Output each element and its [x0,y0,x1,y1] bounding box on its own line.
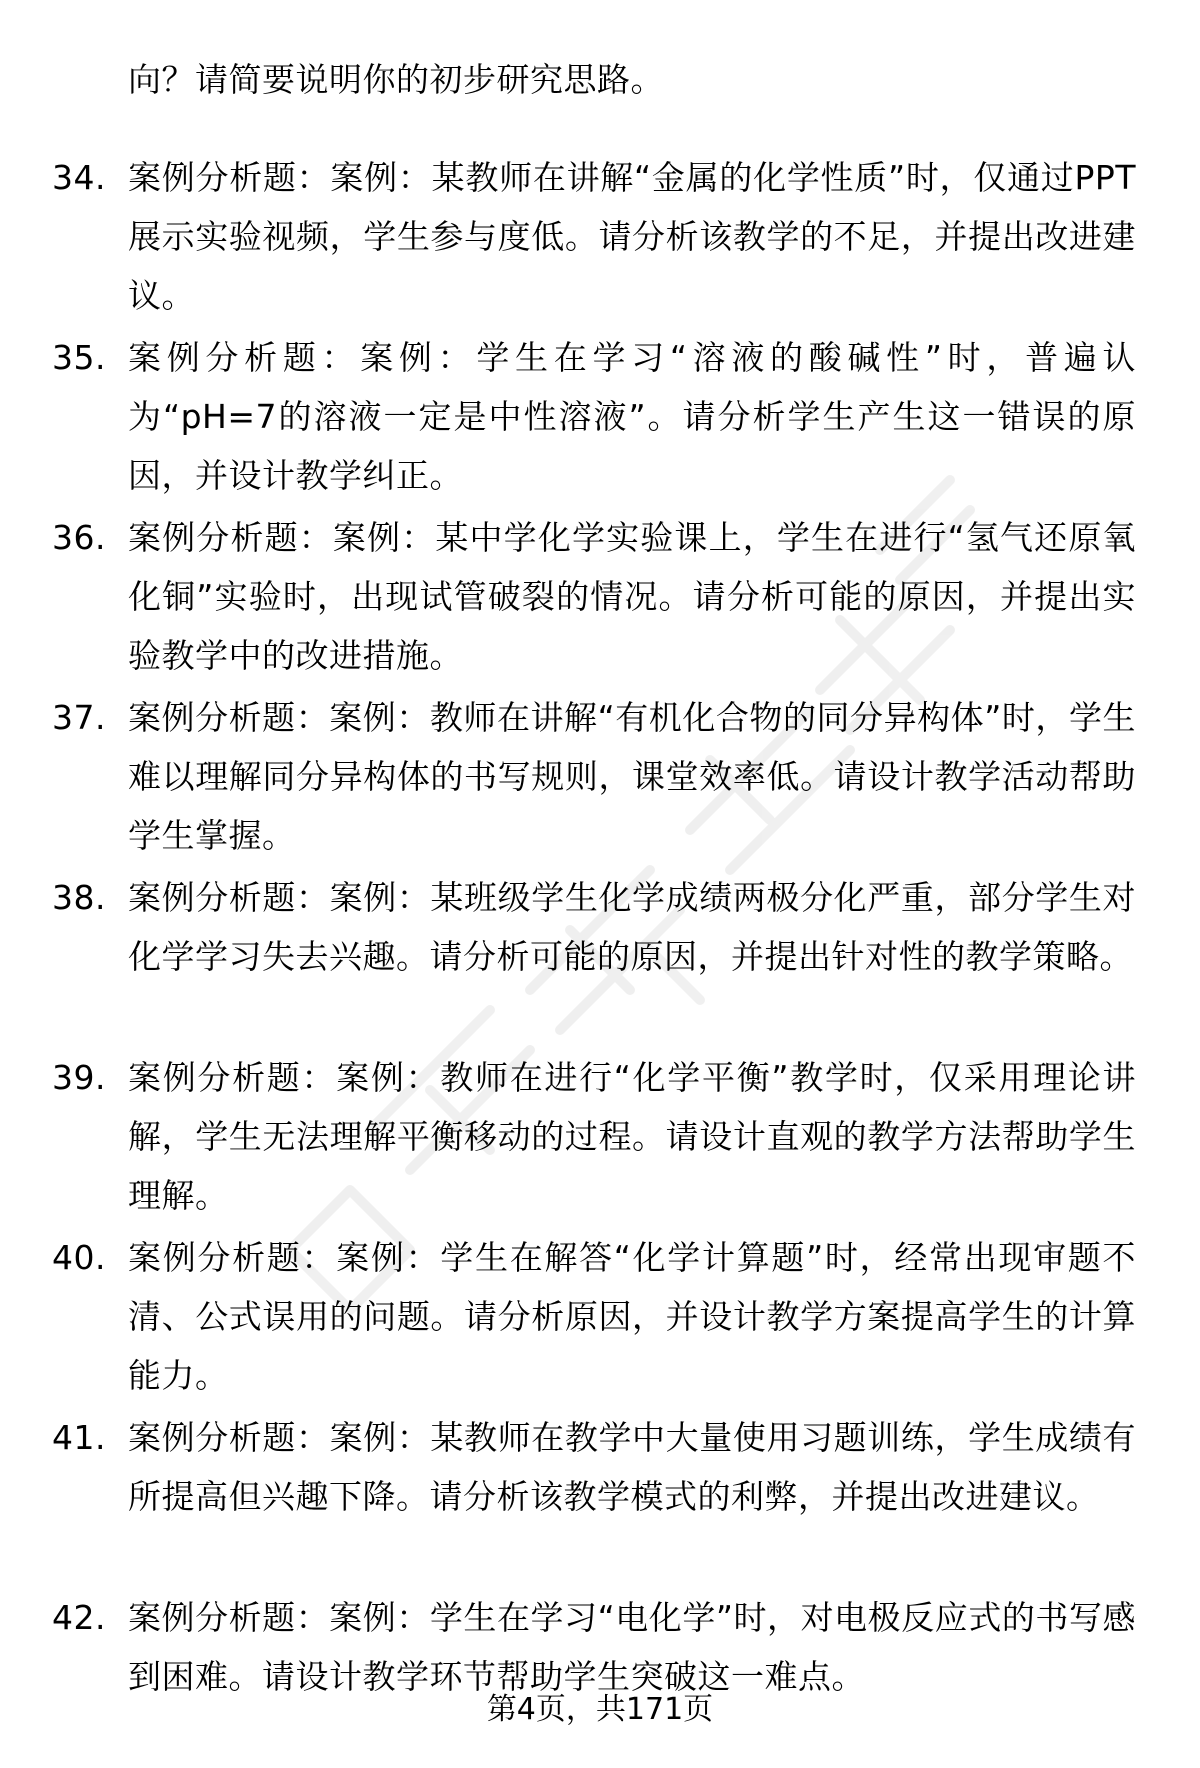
continued-question-text: 向？请简要说明你的初步研究思路。 [128,60,664,99]
question-item [52,868,1152,1048]
question-number: 35. [52,338,106,377]
question-number: 42. [52,1598,106,1637]
question-number: 41. [52,1418,106,1457]
question-item [52,508,1152,688]
question-number: 38. [52,878,106,917]
question-text: 案例分析题：案例：某班级学生化学成绩两极分化严重，部分学生对化学学习失去兴趣。请分析可能的原因，并提出针对性的教学策略。 [128,878,1136,976]
question-text: 案例分析题：案例：某教师在教学中大量使用习题训练，学生成绩有所提高但兴趣下降。请分析该教学模式的利弊，并提出改进建议。 [128,1418,1136,1516]
question-text: 案例分析题：案例：学生在学习“电化学”时，对电极反应式的书写感到困难。请设计教学环节帮助学生突破这一难点。 [128,1598,1136,1696]
question-item [52,328,1152,508]
question-number: 39. [52,1058,106,1097]
question-item [52,688,1152,868]
question-item [52,1228,1152,1408]
question-list [52,148,1152,1768]
question-item [52,148,1152,328]
question-text: 案例分析题：案例：教师在讲解“有机化合物的同分异构体”时，学生难以理解同分异构体的书写规则，课堂效率低。请设计教学活动帮助学生掌握。 [128,698,1136,855]
question-number: 34. [52,158,106,197]
question-text: 案例分析题：案例：某中学化学实验课上，学生在进行“氢气还原氧化铜”实验时，出现试管破裂的情况。请分析可能的原因，并提出实验教学中的改进措施。 [128,518,1136,675]
question-item [52,1048,1152,1228]
question-text: 案例分析题：案例：学生在解答“化学计算题”时，经常出现审题不清、公式误用的问题。请分析原因，并设计教学方案提高学生的计算能力。 [128,1238,1136,1395]
question-number: 40. [52,1238,106,1277]
question-item [52,1408,1152,1588]
question-text: 案例分析题：案例：学生在学习“溶液的酸碱性”时，普遍认为“pH=7的溶液一定是中性溶液”。请分析学生产生这一错误的原因，并设计教学纠正。 [128,338,1136,495]
question-number: 36. [52,518,106,557]
question-text: 案例分析题：案例：某教师在讲解“金属的化学性质”时，仅通过PPT展示实验视频，学生参与度低。请分析该教学的不足，并提出改进建议。 [128,158,1136,315]
question-text: 案例分析题：案例：教师在进行“化学平衡”教学时，仅采用理论讲解，学生无法理解平衡移动的过程。请设计直观的教学方法帮助学生理解。 [128,1058,1136,1215]
question-item [52,1588,1152,1768]
question-number: 37. [52,698,106,737]
page-footer: 第4页，共171页 [486,1692,714,1727]
